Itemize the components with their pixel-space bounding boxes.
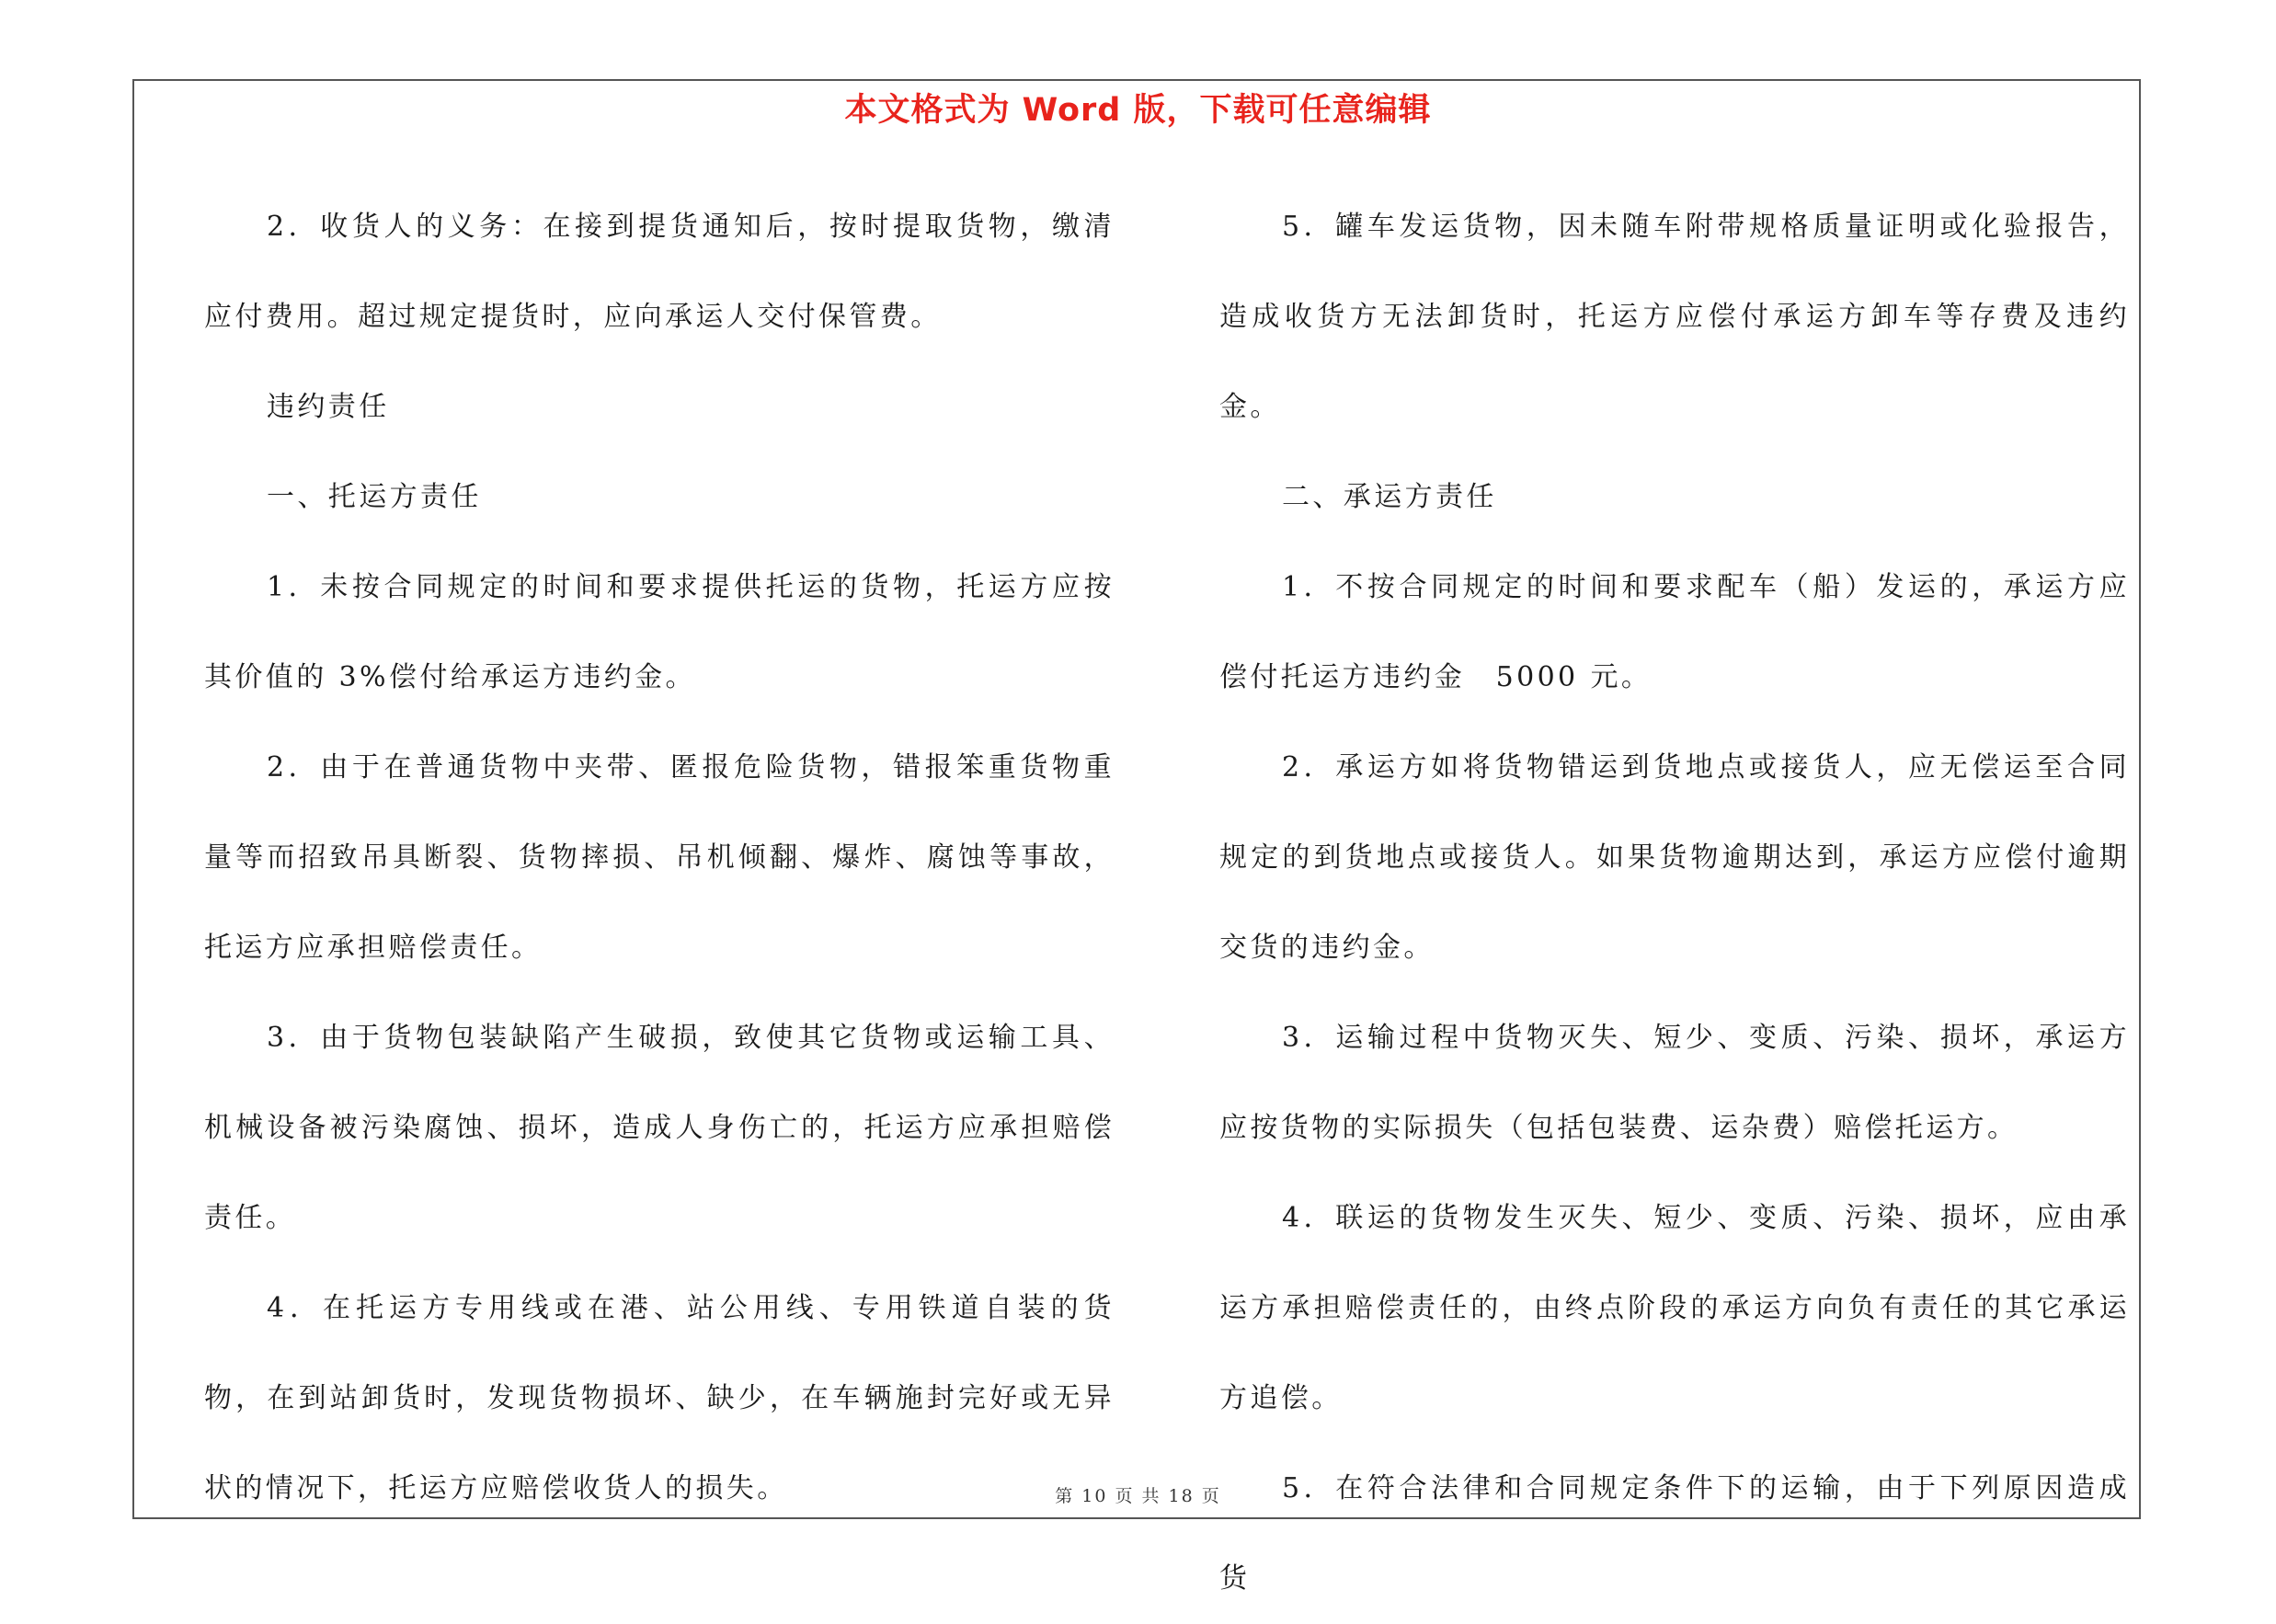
heading-breach-liability: 违约责任 (267, 391, 390, 423)
paragraph-shipper-clause-5: 5．罐车发运货物，因未随车附带规格质量证明或化验报告，造成收货方无法卸货时，托运方应偿付承运方卸车等存费及违约金。 (1219, 211, 2130, 423)
page-number: 第 10 页 共 18 页 (1055, 1486, 1221, 1506)
word-format-banner: 本文格式为 Word 版，下载可任意编辑 (844, 92, 1432, 129)
paragraph-shipper-clause-1: 1．未按合同规定的时间和要求提供托运的货物，托运方应按其价值的 3%偿付给承运方违约金。 (204, 571, 1115, 693)
paragraph-shipper-clause-3: 3．由于货物包装缺陷产生破损，致使其它货物或运输工具、机械设备被污染腐蚀、损坏，造成人身伤亡的，托运方应承担赔偿责任。 (204, 1022, 1115, 1234)
paragraph-carrier-clause-4: 4．联运的货物发生灭失、短少、变质、污染、损坏，应由承运方承担赔偿责任的，由终点阶段的承运方向负有责任的其它承运方追偿。 (1219, 1202, 2130, 1414)
left-column (204, 182, 1115, 1534)
right-column (1219, 182, 2130, 1624)
paragraph-carrier-clause-2: 2．承运方如将货物错运到货地点或接货人，应无偿运至合同规定的到货地点或接货人。如果货物逾期达到，承运方应偿付逾期交货的违约金。 (1219, 751, 2130, 964)
paragraph-shipper-clause-2: 2．由于在普通货物中夹带、匿报危险货物，错报笨重货物重量等而招致吊具断裂、货物摔损、吊机倾翻、爆炸、腐蚀等事故，托运方应承担赔偿责任。 (204, 751, 1115, 964)
paragraph-carrier-clause-3: 3．运输过程中货物灭失、短少、变质、污染、损坏，承运方应按货物的实际损失（包括包装费、运杂费）赔偿托运方。 (1219, 1022, 2130, 1144)
paragraph-carrier-clause-1: 1．不按合同规定的时间和要求配车（船）发运的，承运方应偿付托运方违约金 5000 元。 (1219, 571, 2130, 693)
paragraph-carrier-clause-5: 5．在符合法律和合同规定条件下的运输，由于下列原因造成货 (1219, 1472, 2130, 1595)
heading-carrier-liability: 二、承运方责任 (1282, 481, 1497, 513)
heading-shipper-liability: 一、托运方责任 (267, 481, 482, 513)
paragraph-consignee-obligation: 2．收货人的义务：在接到提货通知后，按时提取货物，缴清应付费用。超过规定提货时，应向承运人交付保管费。 (204, 211, 1115, 333)
paragraph-shipper-clause-4: 4．在托运方专用线或在港、站公用线、专用铁道自装的货物，在到站卸货时，发现货物损坏、缺少，在车辆施封完好或无异状的情况下，托运方应赔偿收货人的损失。 (204, 1292, 1115, 1504)
